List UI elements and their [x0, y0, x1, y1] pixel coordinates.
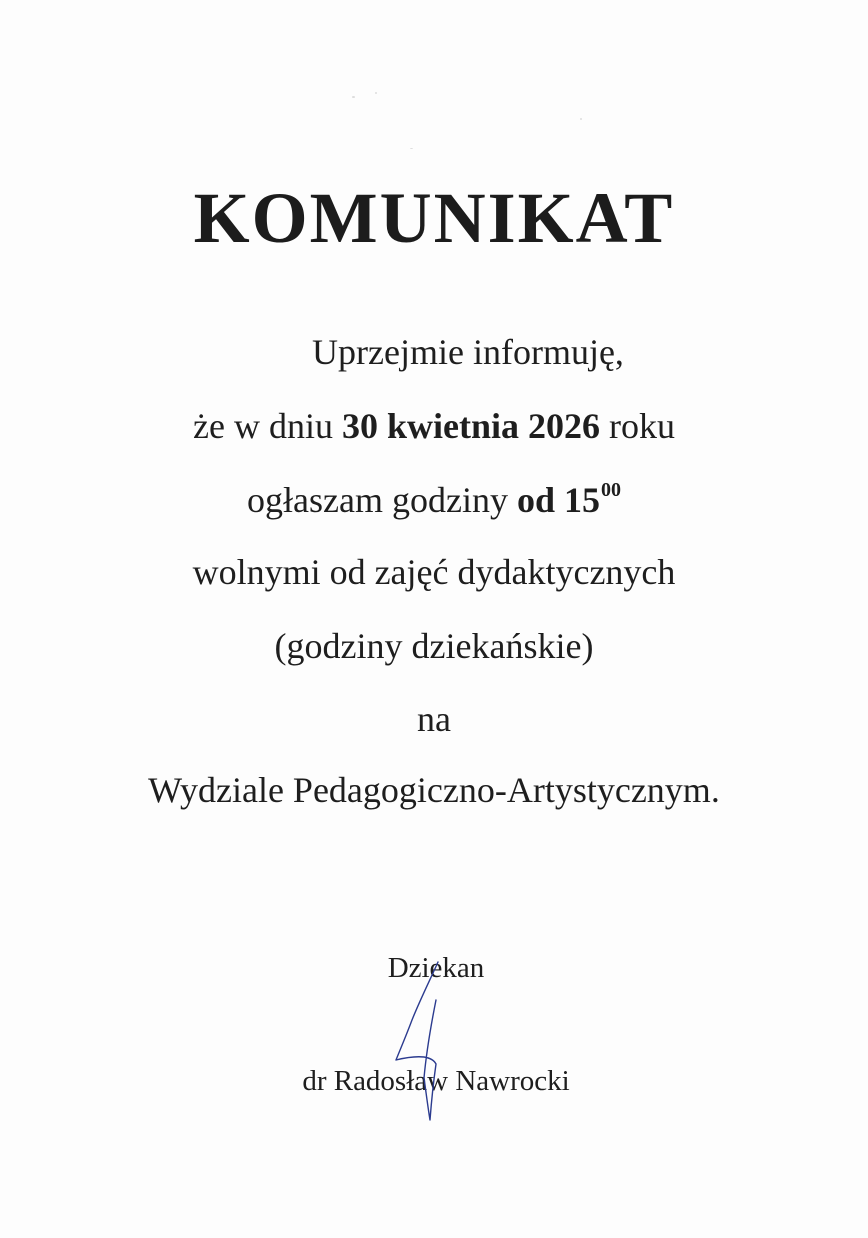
hours-minutes-superscript: 00	[600, 479, 621, 501]
body-line-date	[0, 404, 868, 448]
scan-speck	[375, 92, 377, 94]
hours-intro-text: ogłaszam godziny	[247, 480, 517, 520]
signature-stroke	[396, 962, 438, 1120]
hours-value: od 15	[516, 480, 600, 520]
handwritten-signature	[386, 960, 456, 1130]
scan-speck	[410, 148, 413, 149]
body-line-free-from-classes: wolnymi od zajęć dydaktycznych	[192, 552, 676, 592]
body-line-hours	[0, 478, 868, 528]
signature-role: Dziekan	[387, 952, 485, 984]
scan-speck	[352, 96, 355, 98]
document-title: KOMUNIKAT	[193, 178, 675, 258]
body-line-greeting: Uprzejmie informuję,	[312, 332, 624, 372]
signature-name: dr Radosław Nawrocki	[302, 1065, 570, 1097]
date-intro-text: że w dniu	[193, 406, 342, 446]
body-line-faculty: Wydziale Pedagogiczno-Artystycznym.	[148, 770, 720, 810]
body-line-na: na	[417, 699, 451, 739]
scan-speck	[580, 118, 582, 120]
date-suffix-text: roku	[599, 406, 675, 446]
body-line-dean-hours: (godziny dziekańskie)	[274, 626, 594, 666]
date-value: 30 kwietnia 2026	[341, 406, 600, 446]
